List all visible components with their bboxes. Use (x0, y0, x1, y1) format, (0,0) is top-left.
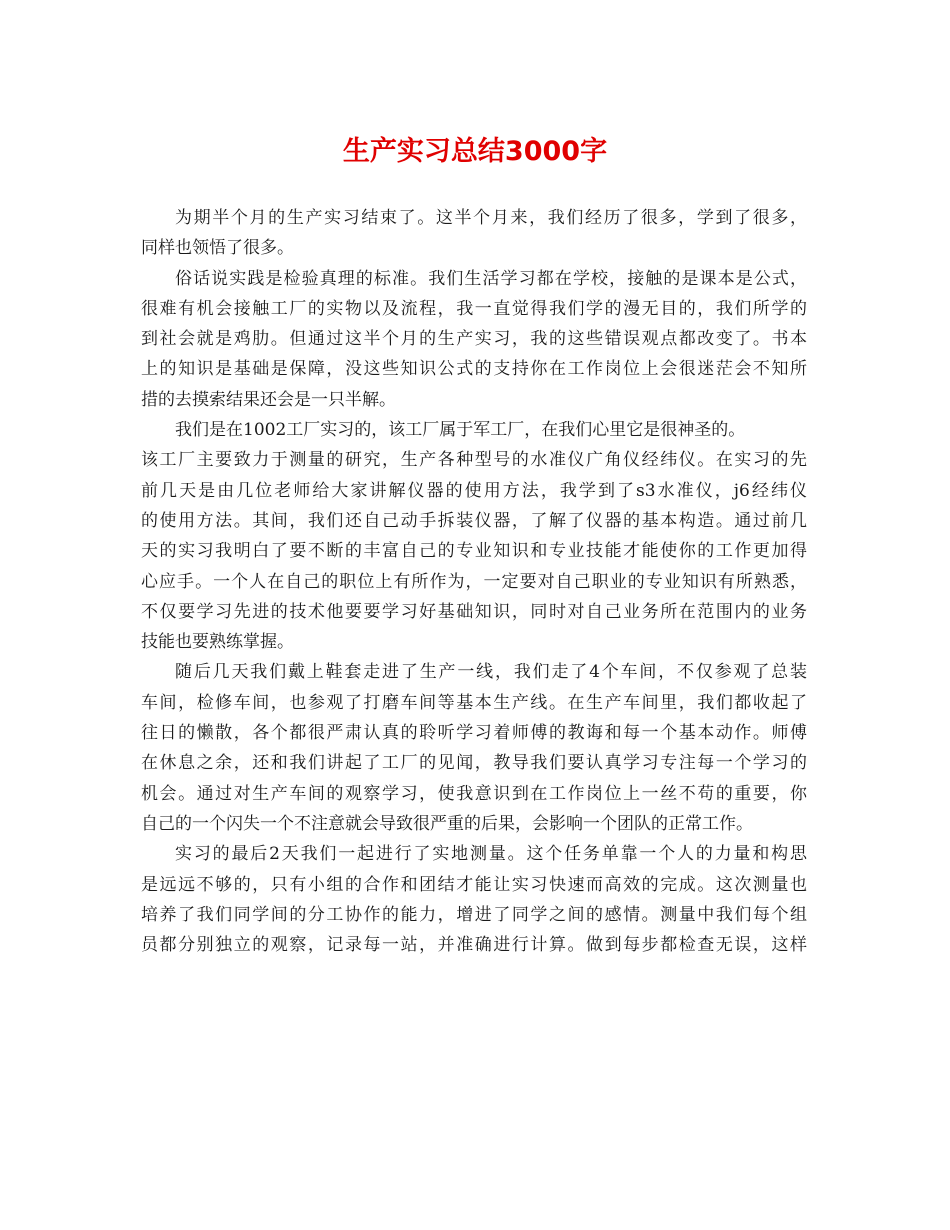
text-line: 员都分别独立的观察，记录每一站，并准确进行计算。做到每步都检查无误，这样 (141, 935, 807, 956)
text-line: 心应手。一个人在自己的职位上有所作为，一定要对自己职业的专业知识有所熟悉， (141, 571, 807, 592)
paragraph-1 (141, 203, 807, 264)
text-line: 机会。通过对生产车间的观察学习，使我意识到在工作岗位上一丝不苟的重要，你 (141, 783, 807, 804)
text-line: 同样也领悟了很多。 (141, 238, 294, 259)
paragraph-2 (141, 264, 807, 415)
text-line: 的使用方法。其间，我们还自己动手拆装仪器，了解了仪器的基本构造。通过前几 (141, 510, 807, 531)
paragraph-4 (141, 657, 807, 839)
text-line: 是远远不够的，只有小组的合作和团结才能让实习快速而高效的完成。这次测量也 (141, 874, 807, 895)
text-line: 自己的一个闪失一个不注意就会导致很严重的后果，会影响一个团队的正常工作。 (141, 813, 753, 834)
document-body (141, 203, 807, 960)
text-line: 我们是在1002工厂实习的，该工厂属于军工厂，在我们心里它是很神圣的。 (175, 420, 746, 441)
text-line: 很难有机会接触工厂的实物以及流程，我一直觉得我们学的漫无目的，我们所学的 (141, 298, 807, 319)
text-line: 不仅要学习先进的技术他要要学习好基础知识，同时对自己业务所在范围内的业务 (141, 601, 807, 622)
document-title: 生产实习总结3000字 (342, 136, 608, 167)
text-line: 天的实习我明白了要不断的丰富自己的专业知识和专业技能才能使你的工作更加得 (141, 541, 807, 562)
text-line: 技能也要熟练掌握。 (141, 632, 294, 653)
text-line: 前几天是由几位老师给大家讲解仪器的使用方法，我学到了s3水准仪，j6经纬仪 (141, 480, 807, 501)
text-line: 到社会就是鸡肋。但通过这半个月的生产实习，我的这些错误观点都改变了。书本 (141, 329, 807, 350)
text-line: 上的知识是基础是保障，没这些知识公式的支持你在工作岗位上会很迷茫会不知所 (141, 359, 807, 380)
text-line: 往日的懒散，各个都很严肃认真的聆听学习着师傅的教诲和每一个基本动作。师傅 (141, 723, 807, 744)
text-line: 培养了我们同学间的分工协作的能力，增进了同学之间的感情。测量中我们每个组 (141, 904, 807, 925)
text-line: 随后几天我们戴上鞋套走进了生产一线，我们走了4个车间，不仅参观了总装 (175, 662, 807, 683)
text-line: 为期半个月的生产实习结束了。这半个月来，我们经历了很多，学到了很多， (175, 208, 807, 228)
text-line: 俗话说实践是检验真理的标准。我们生活学习都在学校，接触的是课本是公式， (175, 268, 807, 289)
paragraph-3 (141, 415, 807, 657)
text-line: 实习的最后2天我们一起进行了实地测量。这个任务单靠一个人的力量和构思 (175, 844, 807, 865)
text-line: 措的去摸索结果还会是一只半解。 (141, 389, 396, 410)
text-line: 在休息之余，还和我们讲起了工厂的见闻，教导我们要认真学习专注每一个学习的 (141, 753, 807, 774)
text-line: 车间，检修车间，也参观了打磨车间等基本生产线。在生产车间里，我们都收起了 (141, 692, 807, 713)
text-line: 该工厂主要致力于测量的研究，生产各种型号的水准仪广角仪经纬仪。在实习的先 (141, 450, 807, 471)
paragraph-5 (141, 839, 807, 960)
